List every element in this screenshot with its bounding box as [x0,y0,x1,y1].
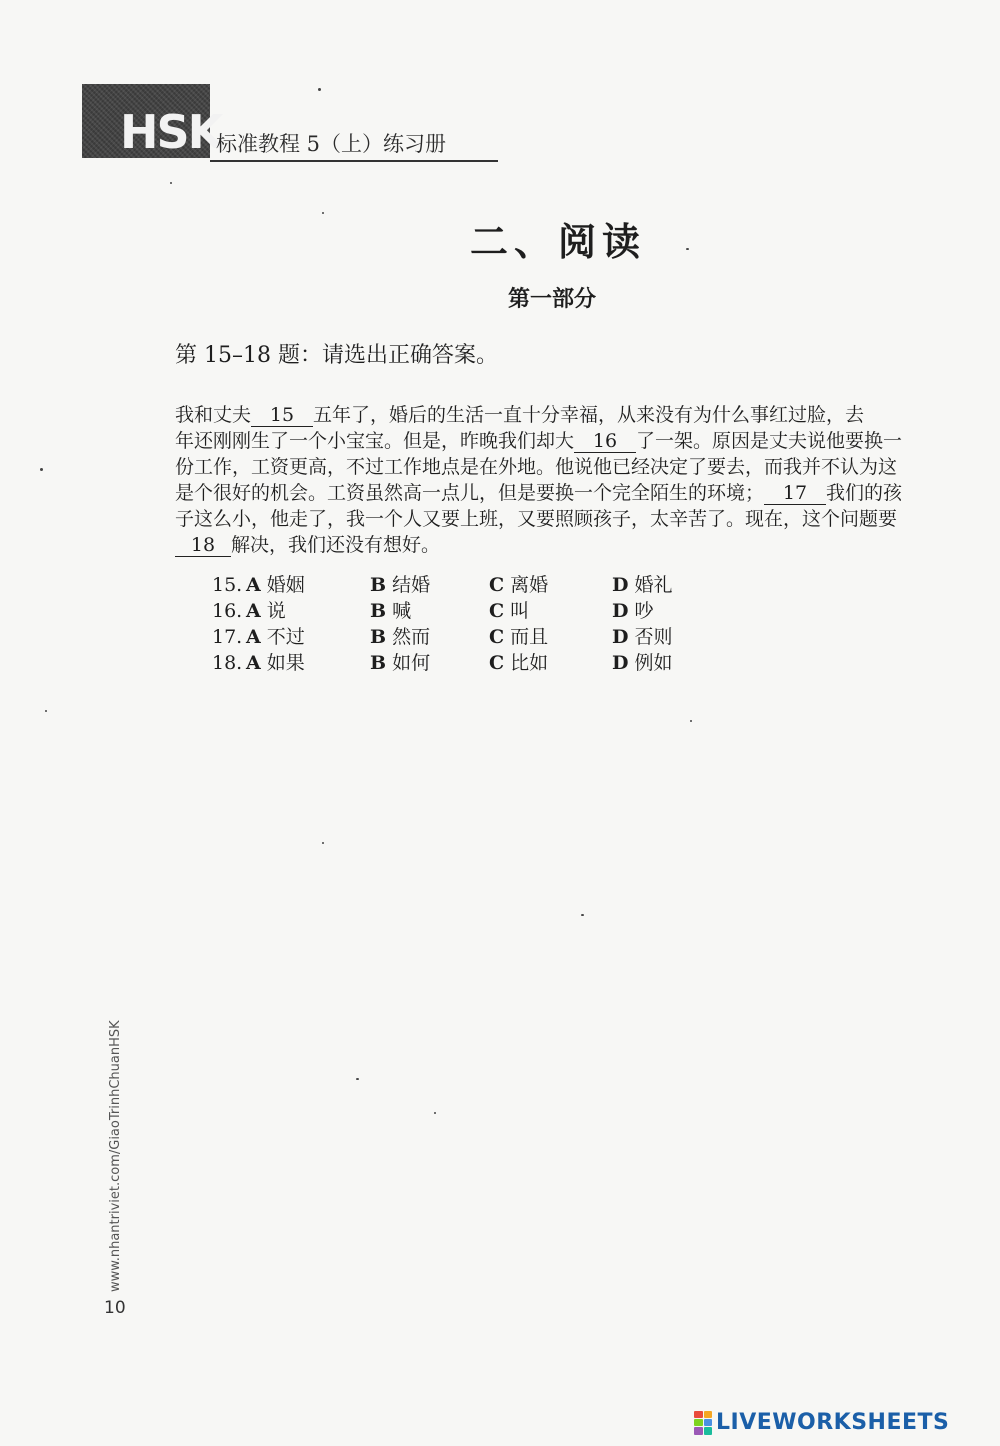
option-text: 不过 [266,626,305,648]
passage-text: 我和丈夫 [175,404,252,426]
option-row-17 [212,624,732,650]
answer-options [212,572,732,676]
passage-text: 了一架。原因是丈夫说他要换一 [636,430,903,452]
passage-text: 子这么小，他走了，我一个人又要上班，又要照顾孩子，太辛苦了。现在，这个问题要 [175,508,898,530]
option-text: 比如 [510,652,549,674]
option-letter: A [246,600,261,622]
option-letter: D [612,626,629,648]
option-16-a[interactable] [246,598,286,624]
passage-line [175,506,945,532]
option-text: 喊 [392,600,412,622]
option-15-d[interactable] [612,572,673,598]
question-number: 18. [212,652,243,674]
option-text: 例如 [634,652,673,674]
option-text: 如果 [266,652,305,674]
scan-speck [318,88,321,91]
option-letter: A [246,574,261,596]
option-18-d[interactable] [612,650,673,676]
part-title: 第一部分 [508,286,597,312]
page-number: 10 [104,1298,126,1318]
option-letter: B [370,574,387,596]
answer-blank-16[interactable]: 16 [574,430,636,453]
liveworksheets-watermark [694,1410,949,1435]
question-number: 16. [212,600,243,622]
option-text: 否则 [634,626,673,648]
passage-text: 我们的孩 [826,482,903,504]
option-text: 说 [266,600,286,622]
option-16-d[interactable] [612,598,654,624]
passage-line [175,480,945,506]
passage-text: 解决，我们还没有想好。 [231,534,441,556]
option-text: 离婚 [510,574,549,596]
option-letter: D [612,652,629,674]
option-text: 如何 [392,652,431,674]
scan-speck [322,212,324,214]
option-17-a[interactable] [246,624,305,650]
option-letter: A [246,652,261,674]
option-17-b[interactable] [370,624,430,650]
option-16-b[interactable] [370,598,411,624]
passage-line [175,402,945,428]
option-17-d[interactable] [612,624,673,650]
option-text: 吵 [634,600,654,622]
option-row-16 [212,598,732,624]
answer-blank-15[interactable]: 15 [251,404,313,427]
question-instruction: 第 15–18 题：请选出正确答案。 [175,343,498,368]
option-letter: C [489,652,505,674]
option-letter: A [246,626,261,648]
hsk-logo-text: HSK [120,105,222,159]
liveworksheets-text: LIVEWORKSHEETS [716,1410,950,1435]
option-letter: B [370,626,387,648]
scan-speck [581,914,584,916]
reading-passage [175,402,945,558]
option-15-c[interactable] [489,572,548,598]
section-title: 二、阅读 [470,219,647,264]
liveworksheets-icon [694,1411,712,1435]
option-letter: B [370,652,387,674]
option-text: 婚礼 [634,574,673,596]
passage-text: 是个很好的机会。工资虽然高一点儿，但是要换一个完全陌生的环境； [175,482,765,504]
option-15-a[interactable] [246,572,305,598]
option-18-b[interactable] [370,650,430,676]
scan-speck [686,248,689,250]
answer-blank-18[interactable]: 18 [175,534,231,557]
scan-speck [356,1078,359,1080]
passage-text: 份工作，工资更高，不过工作地点是在外地。他说他已经决定了要去，而我并不认为这 [175,456,898,478]
option-row-18 [212,650,732,676]
question-number: 17. [212,626,243,648]
scan-speck [40,468,43,471]
scan-speck [170,182,172,184]
scan-speck [45,710,47,712]
scan-speck [434,1112,436,1114]
option-letter: B [370,600,387,622]
question-number: 15. [212,574,243,596]
option-text: 结婚 [392,574,431,596]
option-letter: C [489,626,505,648]
option-text: 婚姻 [266,574,305,596]
option-text: 然而 [392,626,431,648]
book-title: 标准教程 5（上）练习册 [216,132,447,156]
passage-text: 年还刚刚生了一个小宝宝。但是，昨晚我们却大 [175,430,575,452]
option-text: 叫 [510,600,530,622]
option-text: 而且 [510,626,549,648]
passage-line [175,428,945,454]
header-divider [210,160,498,162]
scan-speck [690,720,692,722]
option-16-c[interactable] [489,598,529,624]
option-17-c[interactable] [489,624,548,650]
passage-text: 五年了，婚后的生活一直十分幸福，从来没有为什么事红过脸，去 [313,404,865,426]
option-letter: C [489,574,505,596]
option-letter: C [489,600,505,622]
option-letter: D [612,600,629,622]
publisher-url: www.nhantriviet.com/GiaoTrinhChuanHSK [108,1020,123,1292]
passage-line [175,454,945,480]
option-18-a[interactable] [246,650,305,676]
scan-speck [322,842,324,844]
option-15-b[interactable] [370,572,430,598]
passage-line [175,532,945,558]
option-row-15 [212,572,732,598]
option-letter: D [612,574,629,596]
option-18-c[interactable] [489,650,548,676]
answer-blank-17[interactable]: 17 [764,482,826,505]
